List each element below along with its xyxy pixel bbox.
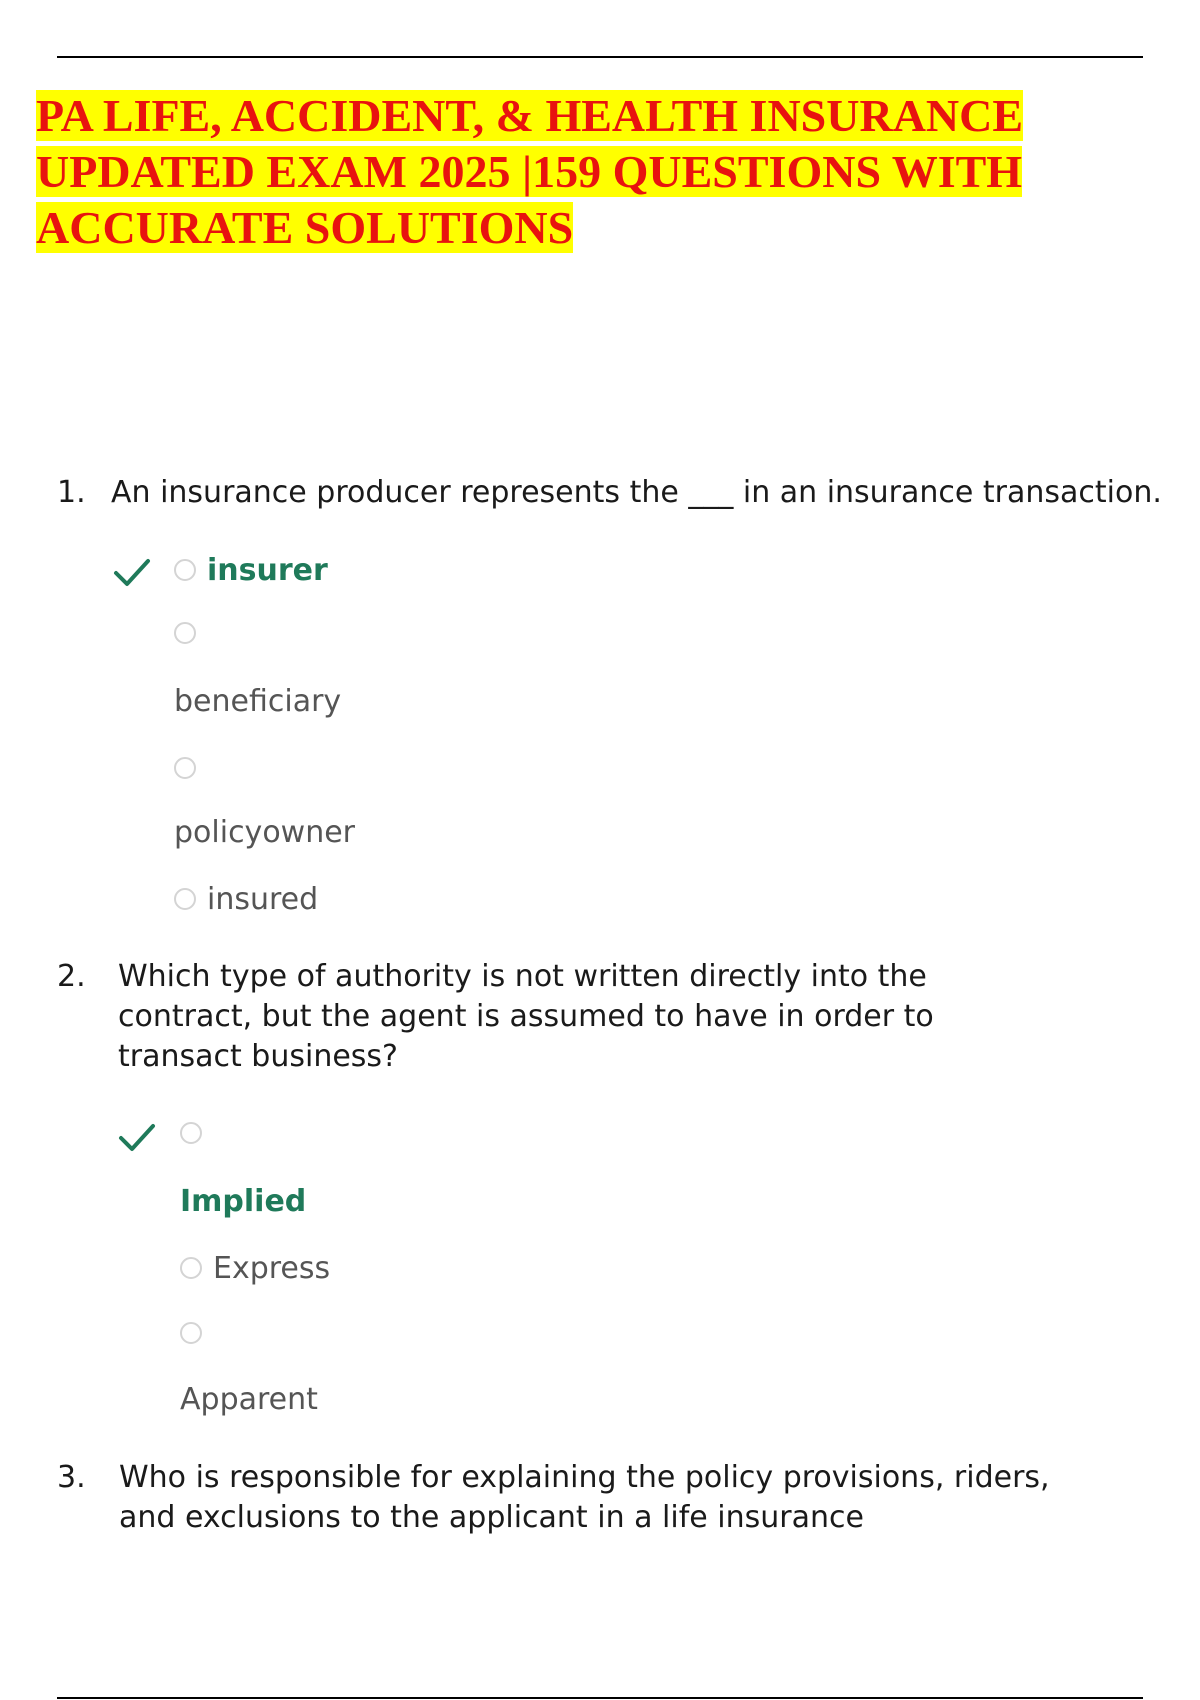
question-text: Which type of authority is not written directly into the contract, but the agent is assumed to have in order to transact business?: [118, 959, 944, 1074]
radio-apparent[interactable]: [180, 1322, 202, 1344]
radio-insurer[interactable]: [174, 559, 196, 581]
radio-policyowner[interactable]: [174, 757, 196, 779]
title-highlight: PA LIFE, ACCIDENT, & HEALTH INSURANCE UPDATED EXAM 2025 |159 QUESTIONS WITH ACCURATE SOLUTIONS: [36, 90, 1024, 253]
correct-check-icon: [117, 1120, 157, 1156]
option-express[interactable]: Express: [213, 1251, 331, 1286]
option-implied[interactable]: Implied: [180, 1184, 307, 1219]
radio-insured[interactable]: [174, 888, 196, 910]
option-insurer[interactable]: insurer: [207, 553, 328, 588]
radio-implied[interactable]: [180, 1122, 202, 1144]
option-policyowner[interactable]: policyowner: [174, 815, 356, 850]
question-number: 1.: [57, 475, 86, 510]
question-text: Who is responsible for explaining the policy provisions, riders, and exclusions to the applicant in a life insurance: [119, 1460, 1060, 1535]
option-insured[interactable]: insured: [207, 882, 319, 917]
document-title: [36, 88, 1156, 256]
correct-check-icon: [112, 555, 152, 591]
radio-express[interactable]: [180, 1257, 202, 1279]
option-apparent[interactable]: Apparent: [180, 1382, 318, 1417]
question-text: An insurance producer represents the ___ in an insurance transaction.: [111, 475, 1162, 510]
bottom-rule: [57, 1697, 1143, 1699]
top-rule: [57, 56, 1143, 58]
option-beneficiary[interactable]: beneficiary: [174, 684, 342, 719]
question-number: 2.: [57, 959, 86, 994]
radio-beneficiary[interactable]: [174, 622, 196, 644]
question-number: 3.: [57, 1460, 86, 1495]
